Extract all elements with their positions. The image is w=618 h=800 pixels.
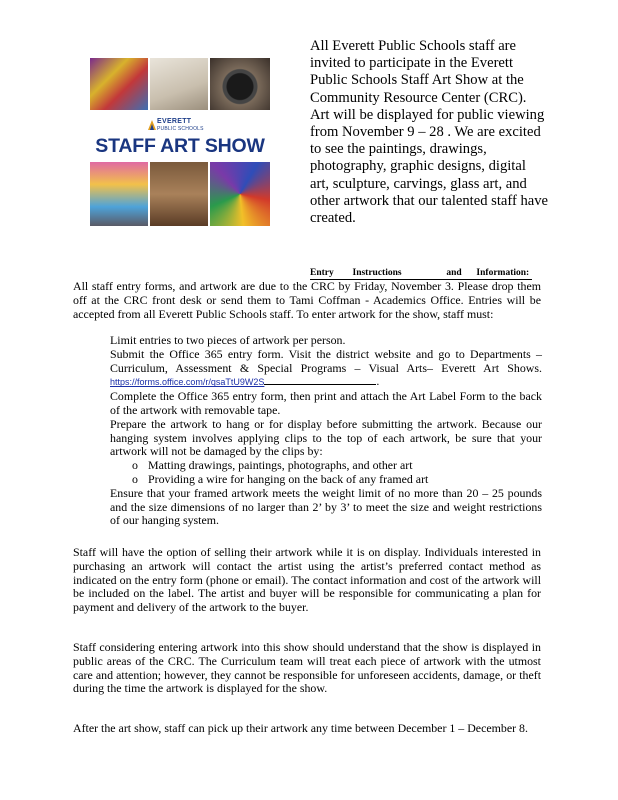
- pickup-paragraph: After the art show, staff can pick up their artwork any time between December 1 – December 8.: [73, 721, 528, 735]
- sub-list-item-text: Providing a wire for hanging on the back of any framed art: [148, 471, 429, 486]
- laptop-design-photo: [90, 162, 148, 226]
- list-item: [90, 390, 542, 418]
- submission-paragraph: All staff entry forms, and artwork are due to the CRC by Friday, November 3. Please drop them off at the CRC front desk or send them to Tami Coffman - Academics Office. Entries will be accepted from all Everett Public Schools staff. To enter artwork for the show, staff must:: [73, 279, 541, 321]
- liability-paragraph: Staff considering entering artwork into this show should understand that the show is displayed in public areas of the CRC. The Curriculum team will treat each piece of artwork with the utmost care and attention; however, they cannot be responsible for unforeseen accidents, damage, or theft during the time the artwork is displayed for the show.: [73, 640, 541, 696]
- heading-word: Instructions: [352, 268, 402, 278]
- list-item-text: Prepare the artwork to hang or for display before submitting the artwork. Because our hanging system involves applying clips to the top of each artwork, be sure that your artwork will not be damaged by the clips by:: [110, 416, 542, 459]
- selling-paragraph: Staff will have the option of selling their artwork while it is on display. Individuals interested in purchasing an artwork will contact the artist using the artist’s preferred contact method as indicated on the entry form (phone or email). The contact information and cost of the artwork will be included on the label. The artist and buyer will be responsible for communicating a plan for payment and delivery of the artwork to the buyer.: [73, 545, 541, 615]
- requirements-list: [90, 334, 542, 528]
- sub-list-item: [110, 473, 542, 487]
- underline-blank: [264, 375, 376, 385]
- list-item: [90, 487, 542, 528]
- list-item-text: Submit the Office 365 entry form. Visit the district website and go to Departments –Curriculum, Assessment & Special Programs – Visual Arts– Everett Art Shows.: [110, 346, 542, 375]
- stained-glass-photo: [210, 162, 270, 226]
- logo-text: EVERETT: [157, 118, 192, 125]
- sub-bullet-icon: o: [132, 471, 138, 486]
- sculpture-photo: [150, 162, 208, 226]
- logo-mark-icon: [148, 120, 156, 130]
- staff-art-show-flyer-image: [90, 58, 270, 226]
- heading-word: Entry: [310, 268, 334, 278]
- flyer-title: STAFF ART SHOW: [95, 135, 265, 157]
- list-item-text: .: [376, 374, 380, 389]
- entry-form-link[interactable]: https://forms.office.com/r/qsaTtU9W2S: [110, 377, 265, 388]
- list-item-text: Complete the Office 365 entry form, then print and attach the Art Label Form to the back of the artwork with removable tape.: [110, 389, 542, 417]
- sub-bullet-icon: o: [132, 458, 138, 473]
- heading-word: Information:: [476, 268, 530, 278]
- intro-paragraph: All Everett Public Schools staff are invited to participate in the Everett Public Schools Staff Art Show at the Community Resource Center (CRC). Art will be displayed for public viewing from November 9 – 28 . We are excited to see the paintings, drawings, photography, graphic designs, digital art, sculpture, carvings, glass art, and other artwork that our talented staff have created.: [310, 38, 549, 227]
- sub-list-item-text: Matting drawings, paintings, photographs, and other art: [148, 458, 413, 473]
- sub-list-item: [110, 459, 542, 473]
- camera-lens-photo: [210, 58, 270, 110]
- list-item-text: Ensure that your framed artwork meets the weight limit of no more than 20 – 25 pounds and the size dimensions of no larger than 2’ by 3’ to meet the size and weight restrictions of our hanging system.: [110, 485, 542, 528]
- everett-public-schools-logo: [148, 118, 218, 134]
- list-item: [90, 418, 542, 487]
- list-item: [90, 334, 542, 348]
- logo-subtext: PUBLIC SCHOOLS: [157, 126, 204, 132]
- list-item-text: Limit entries to two pieces of artwork per person.: [110, 333, 346, 347]
- painting-hands-photo: [90, 58, 148, 110]
- drawing-hand-photo: [150, 58, 208, 110]
- list-item: [90, 348, 542, 390]
- heading-word: and: [446, 268, 462, 278]
